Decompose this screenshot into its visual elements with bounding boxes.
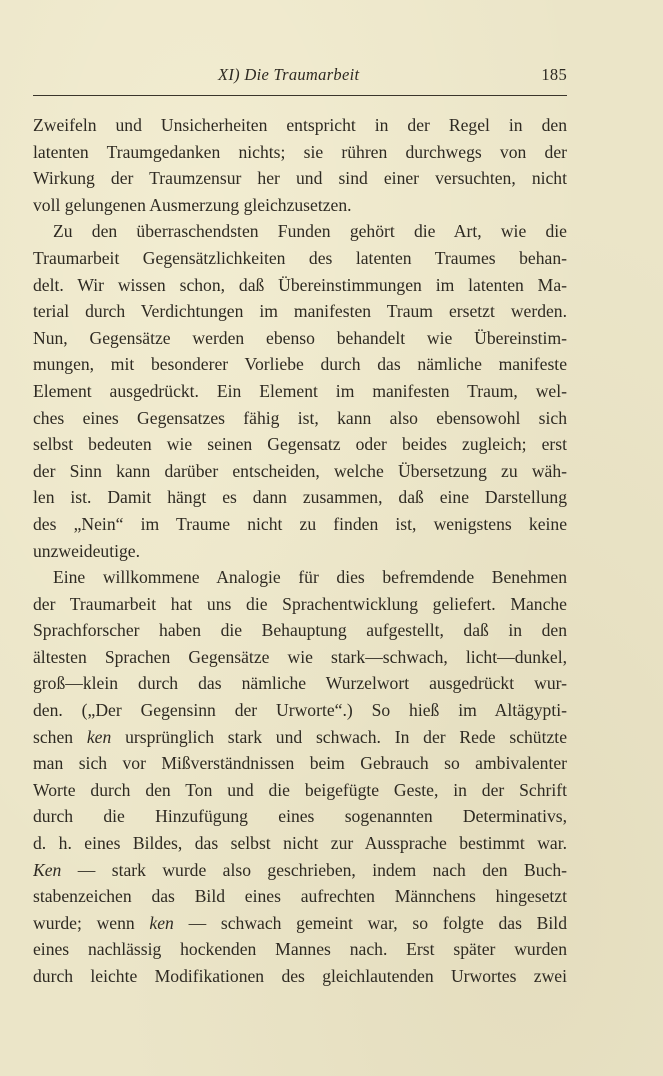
text-line bbox=[33, 724, 567, 751]
text-line: voll gelungenen Ausmerzung gleichzusetzen. bbox=[33, 194, 352, 215]
text-line: Nun, Gegensätze werden ebenso behandelt wie Übereinstim- bbox=[33, 327, 567, 348]
text-line: latenten Traumgedanken nichts; sie rühren durchwegs von der bbox=[33, 141, 567, 162]
running-head bbox=[33, 62, 567, 88]
italic-word: ken bbox=[86, 726, 112, 747]
text-line: mungen, mit besonderer Vorliebe durch das nämliche manifeste bbox=[33, 354, 567, 375]
text-segment: wurde; wenn bbox=[33, 912, 150, 933]
text-line: Zweifeln und Unsicherheiten entspricht in der Regel in den bbox=[33, 115, 567, 135]
text-line: eines nachlässig hockenden Mannes nach. Erst später wurden bbox=[33, 939, 567, 960]
italic-word: ken bbox=[149, 912, 174, 933]
text-segment: schen bbox=[33, 726, 87, 747]
text-line: Worte durch den Ton und die beigefügte Geste, in der Schrift bbox=[33, 779, 567, 800]
text-line: durch leichte Modifikationen des gleichlautenden Urwortes zwei bbox=[33, 966, 567, 986]
book-page bbox=[33, 0, 567, 1076]
text-line: den. („Der Gegensinn der Urworte“.) So hieß im Altägypti- bbox=[33, 700, 567, 721]
text-line: unzweideutige. bbox=[33, 540, 140, 561]
text-segment: — stark wurde also geschrieben, indem nach den Buch- bbox=[61, 859, 567, 880]
text-line: Wirkung der Traumzensur her und sind einer versuchten, nicht bbox=[33, 168, 567, 189]
text-segment: ursprünglich stark und schwach. In der Rede schützte bbox=[111, 726, 567, 747]
text-line bbox=[33, 910, 567, 937]
text-line: d. h. eines Bildes, das selbst nicht zur Aussprache bestimmt war. bbox=[33, 833, 567, 854]
text-line: ältesten Sprachen Gegensätze wie stark—schwach, licht—dunkel, bbox=[33, 646, 567, 667]
text-line: terial durch Verdichtungen im manifesten Traum ersetzt werden. bbox=[33, 301, 567, 322]
text-segment: — schwach gemeint war, so folgte das Bild bbox=[173, 912, 567, 933]
text-line bbox=[33, 857, 567, 884]
body-text bbox=[33, 112, 567, 990]
italic-word: Ken bbox=[33, 859, 62, 880]
text-line: der Traumarbeit hat uns die Sprachentwicklung geliefert. Manche bbox=[33, 593, 567, 614]
text-line: ches eines Gegensatzes fähig ist, kann also ebensowohl sich bbox=[33, 407, 567, 428]
running-title: XI) Die Traumarbeit bbox=[218, 65, 360, 84]
text-line: des „Nein“ im Traume nicht zu finden ist, wenigstens keine bbox=[33, 513, 567, 534]
text-line: len ist. Damit hängt es dann zusammen, daß eine Darstellung bbox=[33, 487, 567, 508]
text-line: selbst bedeuten wie seinen Gegensatz oder beides zugleich; erst bbox=[33, 434, 567, 455]
text-line: durch die Hinzufügung eines sogenannten Determinativs, bbox=[33, 806, 567, 827]
text-line: Sprachforscher haben die Behauptung aufgestellt, daß in den bbox=[33, 620, 567, 641]
text-line: Traumarbeit Gegensätzlichkeiten des latenten Traumes behan- bbox=[33, 247, 567, 268]
text-line: Element ausgedrückt. Ein Element im manifesten Traum, wel- bbox=[33, 380, 567, 401]
text-line: Eine willkommene Analogie für dies befremdende Benehmen bbox=[53, 567, 567, 588]
text-line: Zu den überraschendsten Funden gehört die Art, wie die bbox=[53, 221, 567, 242]
text-line: man sich vor Mißverständnissen beim Gebrauch so ambivalenter bbox=[33, 753, 567, 774]
header-rule bbox=[33, 95, 567, 96]
text-line: delt. Wir wissen schon, daß Übereinstimmungen im latenten Ma- bbox=[33, 274, 567, 295]
text-line: der Sinn kann darüber entscheiden, welche Übersetzung zu wäh- bbox=[33, 460, 567, 481]
text-line: stabenzeichen das Bild eines aufrechten Männchens hingesetzt bbox=[33, 886, 567, 907]
text-line: groß—klein durch das nämliche Wurzelwort ausgedrückt wur- bbox=[33, 673, 567, 694]
page-number: 185 bbox=[541, 65, 567, 84]
